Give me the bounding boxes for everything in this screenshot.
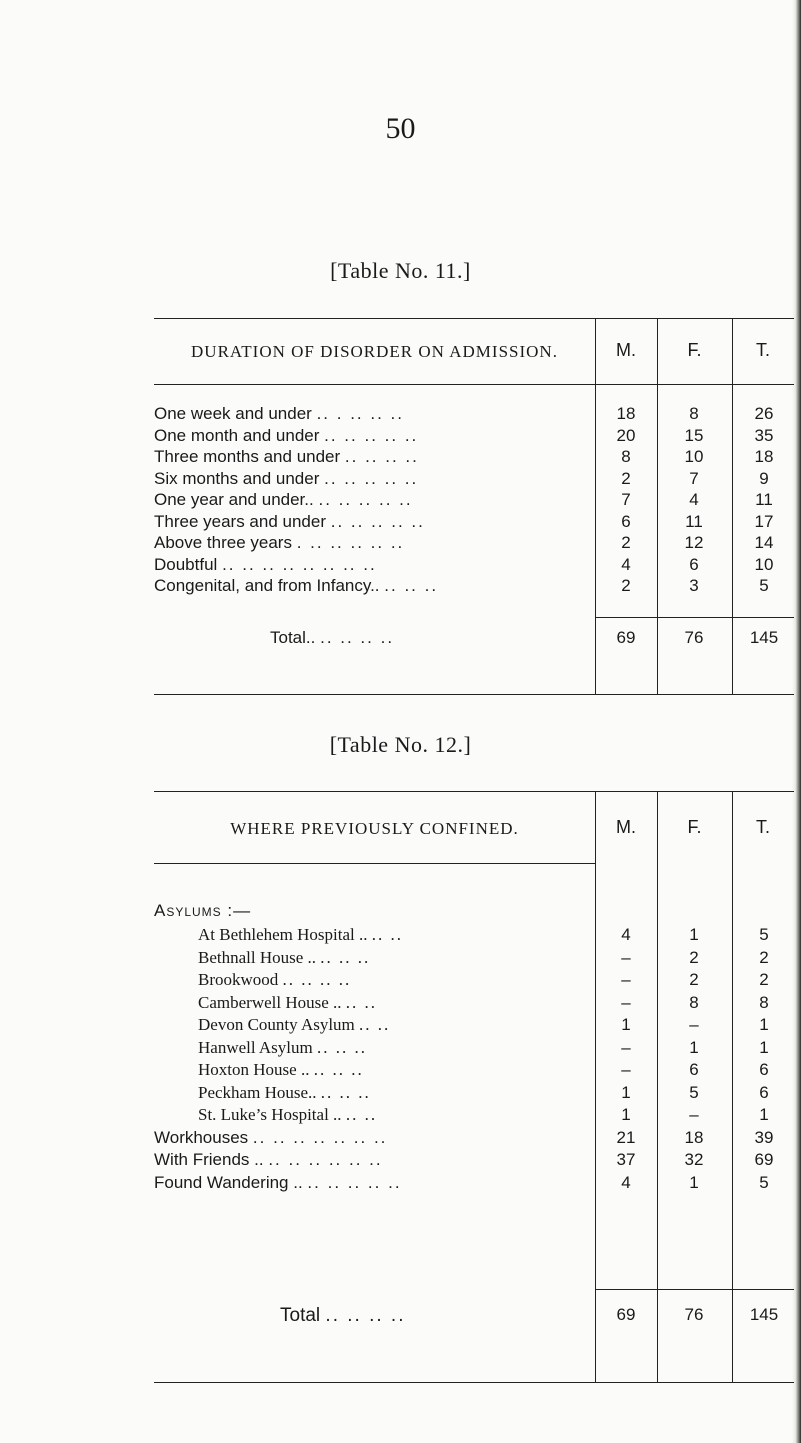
row-leader-dots: .. .. .. .. .. <box>324 468 419 488</box>
row-leader-dots: .. .. <box>345 1105 378 1124</box>
cell-m: 2 <box>621 533 631 552</box>
asylums-label: Asylums :— <box>154 901 252 920</box>
cell-t: 1 <box>759 1105 769 1124</box>
row-label <box>154 555 377 575</box>
table-row <box>154 469 794 491</box>
cell-m: 4 <box>621 925 631 944</box>
cell-m: 37 <box>616 1150 636 1169</box>
cell-t: 1 <box>759 1015 769 1034</box>
row-leader-dots: .. .. .. .. .. .. .. <box>252 1127 388 1147</box>
row-label-text: With Friends .. <box>154 1150 264 1169</box>
cell-f: 2 <box>689 947 699 967</box>
row-label-text: One year and under.. <box>154 490 314 509</box>
group-label-row <box>154 901 794 923</box>
row-label <box>198 970 351 990</box>
cell-t: 14 <box>754 533 774 552</box>
table-row-total: Total .. .. .. .. 69 76 145 <box>154 1305 794 1327</box>
cell-t: 10 <box>754 554 774 574</box>
cell-t: 26 <box>754 404 774 423</box>
cell-f: 6 <box>689 1060 699 1079</box>
row-label-text: Three months and under <box>154 447 341 466</box>
table-row <box>154 970 794 992</box>
row-label <box>198 948 370 968</box>
cell-f: 18 <box>684 1127 704 1147</box>
row-label <box>154 1173 402 1193</box>
table-row <box>154 993 794 1015</box>
cell-t: 6 <box>759 1082 769 1102</box>
row-leader-dots: .. .. .. <box>317 1037 367 1057</box>
row-leader-dots: .. .. .. <box>313 1060 364 1079</box>
cell-m: 6 <box>621 511 631 531</box>
table-row <box>154 1060 794 1082</box>
col-t: T. <box>755 340 770 360</box>
total-label: Total.. <box>270 628 316 647</box>
cell-m: – <box>621 947 631 967</box>
row-label-text: Workhouses <box>154 1127 249 1147</box>
cell-t: 69 <box>754 1150 774 1169</box>
row-label-text: Camberwell House .. <box>198 992 342 1012</box>
row-label <box>154 512 425 532</box>
row-label <box>198 1015 390 1035</box>
row-label <box>154 576 438 596</box>
cell-f: – <box>689 1015 699 1034</box>
table-row <box>154 490 794 512</box>
col-t: T. <box>755 817 770 837</box>
cell-m: 20 <box>616 425 636 445</box>
col-f: F. <box>687 817 702 837</box>
row-label <box>154 1150 383 1170</box>
row-label <box>154 1128 387 1148</box>
row-leader-dots: .. .. .. <box>320 947 371 967</box>
table-row <box>154 1173 794 1195</box>
row-label-text: One month and under <box>154 425 320 445</box>
cell-f: 1 <box>689 1037 699 1057</box>
row-label <box>154 533 404 553</box>
cell-m: 1 <box>621 1015 631 1034</box>
cell-t: 1 <box>759 1037 769 1057</box>
table-row <box>154 404 794 426</box>
cell-t: 2 <box>759 970 769 989</box>
row-leader-dots: . .. .. .. .. .. <box>296 533 405 552</box>
row-leader-dots: .. .. <box>371 925 404 944</box>
row-label-text: Hoxton House .. <box>198 1060 310 1079</box>
table-row <box>154 948 794 970</box>
table-12 <box>154 791 794 1382</box>
cell-t: 5 <box>759 925 769 944</box>
cell-f: 10 <box>684 447 704 466</box>
total-m: 69 <box>616 628 636 647</box>
row-leader-dots: .. .. .. .. .. <box>307 1172 402 1192</box>
total-label: Total <box>280 1305 321 1326</box>
row-leader-dots: .. .. .. .. .. .. <box>268 1150 383 1169</box>
cell-f: – <box>689 1105 699 1124</box>
table-11-caption: [Table No. 11.] <box>330 258 471 283</box>
col-m: M. <box>616 817 636 837</box>
row-leader-dots: .. .. .. .. <box>282 970 352 989</box>
row-label-text: Above three years <box>154 533 292 552</box>
row-label-text: Six months and under <box>154 468 320 488</box>
row-label-text: Devon County Asylum <box>198 1015 355 1034</box>
total-t: 145 <box>749 628 779 647</box>
table-row <box>154 1015 794 1037</box>
row-label <box>154 404 404 424</box>
row-label-text: At Bethlehem Hospital .. <box>198 925 368 944</box>
row-leader-dots: .. .. .. <box>384 576 439 595</box>
row-leader-dots: .. .. .. <box>320 1082 371 1102</box>
cell-f: 15 <box>684 425 704 445</box>
row-label-text: Doubtful <box>154 554 218 574</box>
cell-m: 8 <box>621 447 631 466</box>
cell-t: 39 <box>754 1127 774 1147</box>
table-row <box>154 1128 794 1150</box>
cell-f: 12 <box>684 533 704 552</box>
table-row <box>154 533 794 555</box>
cell-f: 8 <box>689 404 699 423</box>
cell-m: – <box>621 992 631 1012</box>
cell-t: 8 <box>759 992 769 1012</box>
total-t: 145 <box>749 1305 779 1324</box>
row-label-text: Hanwell Asylum <box>198 1037 313 1057</box>
row-label-text: Congenital, and from Infancy.. <box>154 576 380 595</box>
table-row <box>154 1083 794 1105</box>
table-row <box>154 1150 794 1172</box>
cell-m: 1 <box>621 1082 631 1102</box>
row-label <box>198 925 403 945</box>
row-label <box>154 447 419 467</box>
cell-m: 21 <box>616 1127 636 1147</box>
cell-m: 2 <box>621 576 631 595</box>
row-label-text: Bethnall House .. <box>198 947 317 967</box>
row-label <box>198 1083 371 1103</box>
cell-m: – <box>621 970 631 989</box>
table-row <box>154 925 794 947</box>
total-f: 76 <box>684 628 704 647</box>
cell-m: – <box>621 1037 631 1057</box>
row-label-text: Found Wandering .. <box>154 1172 303 1192</box>
cell-t: 5 <box>759 1172 769 1192</box>
row-label <box>198 1060 364 1080</box>
total-m: 69 <box>616 1305 636 1324</box>
table-row <box>154 512 794 534</box>
table-row <box>154 576 794 598</box>
row-leader-dots: .. .. .. .. .. .. .. .. <box>222 554 377 574</box>
cell-t: 18 <box>754 447 774 466</box>
row-label <box>154 426 418 446</box>
cell-m: 1 <box>621 1105 631 1124</box>
table-row <box>154 1038 794 1060</box>
col-f: F. <box>687 340 702 360</box>
table-row <box>154 555 794 577</box>
cell-f: 3 <box>689 576 699 595</box>
cell-t: 6 <box>759 1060 769 1079</box>
table-row <box>154 447 794 469</box>
row-leader-dots: .. .. .. .. .. <box>324 425 419 445</box>
cell-t: 2 <box>759 947 769 967</box>
cell-f: 11 <box>685 511 703 531</box>
table-row-total: Total.. .. .. .. .. 69 76 145 <box>154 628 794 650</box>
cell-f: 5 <box>689 1082 699 1102</box>
cell-f: 4 <box>689 490 699 509</box>
cell-f: 32 <box>684 1150 704 1169</box>
cell-f: 1 <box>689 1172 699 1192</box>
cell-t: 9 <box>759 468 769 488</box>
cell-m: 2 <box>621 468 631 488</box>
cell-f: 7 <box>689 468 699 488</box>
row-leader-dots: .. .. .. .. .. <box>318 490 413 509</box>
cell-f: 6 <box>689 554 699 574</box>
row-leader-dots: .. .. .. .. .. <box>330 511 425 531</box>
cell-t: 35 <box>754 425 774 445</box>
row-label <box>154 490 413 510</box>
row-leader-dots: .. .. .. .. <box>344 447 419 466</box>
cell-m: 18 <box>616 404 636 423</box>
table-row <box>154 426 794 448</box>
cell-t: 17 <box>754 511 774 531</box>
row-label <box>154 469 418 489</box>
page-number: 50 <box>385 112 416 145</box>
row-label <box>198 993 377 1013</box>
cell-f: 2 <box>689 970 699 989</box>
row-label <box>198 1038 367 1058</box>
row-label-text: One week and under <box>154 404 312 423</box>
row-leader-dots: .. . .. .. .. <box>316 404 404 423</box>
cell-m: 7 <box>621 490 631 509</box>
cell-m: – <box>621 1060 631 1079</box>
table-11 <box>154 318 794 694</box>
row-label-text: Brookwood <box>198 970 279 989</box>
row-label-text: St. Luke’s Hospital .. <box>198 1105 342 1124</box>
cell-t: 5 <box>759 576 769 595</box>
total-f: 76 <box>684 1305 704 1324</box>
cell-f: 8 <box>689 992 699 1012</box>
table-12-caption: [Table No. 12.] <box>329 732 472 757</box>
cell-m: 4 <box>621 1172 631 1192</box>
row-leader-dots: .. .. <box>345 992 378 1012</box>
cell-t: 11 <box>755 490 773 509</box>
row-label <box>198 1105 377 1125</box>
table-row <box>154 1105 794 1127</box>
table-12-header: WHERE PREVIOUSLY CONFINED. <box>230 819 519 838</box>
row-leader-dots: .. .. <box>359 1015 391 1034</box>
row-label-text: Peckham House.. <box>198 1082 317 1102</box>
col-m: M. <box>616 340 636 360</box>
row-label-text: Three years and under <box>154 511 326 531</box>
cell-m: 4 <box>621 554 631 574</box>
table-11-header: DURATION OF DISORDER ON ADMISSION. <box>191 342 558 361</box>
cell-f: 1 <box>689 925 699 944</box>
